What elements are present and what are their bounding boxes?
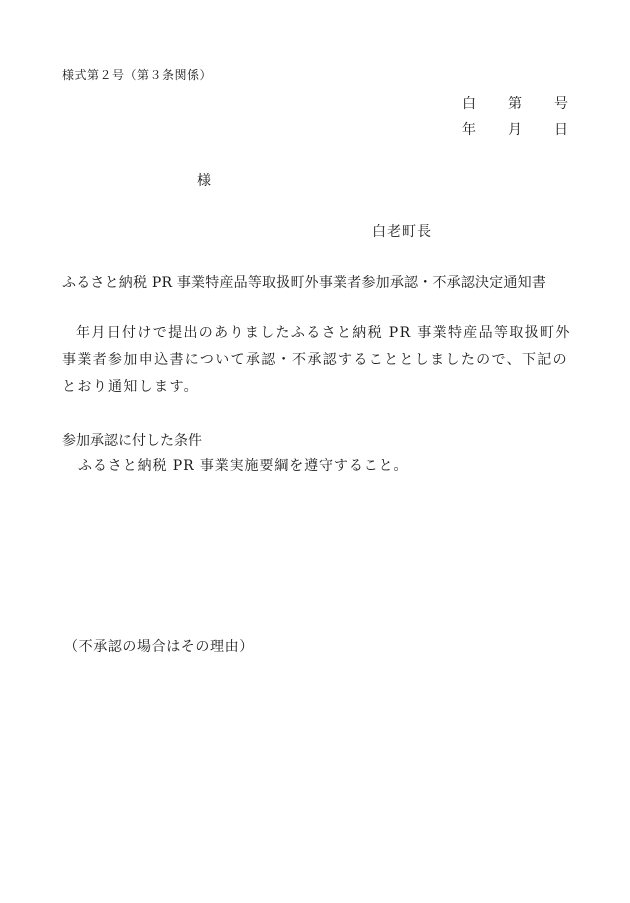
form-number: 様式第２号（第３条関係） (62, 68, 213, 82)
reference-prefix: 白 (462, 96, 476, 112)
date-month: 月 (508, 122, 522, 138)
reference-go: 号 (554, 96, 568, 112)
reason-heading: （不承認の場合はその理由） (64, 639, 254, 655)
body-paragraph: 年月日付けで提出のありましたふるさと納税 PR 事業特産品等取扱町外事業者参加申込書について承認・不承認することとしましたので、下記のとおり通知します。 (62, 325, 571, 395)
date-line (462, 119, 568, 139)
date-year: 年 (462, 122, 476, 138)
document-title: ふるさと納税 PR 事業特産品等取扱町外事業者参加承認・不承認決定通知書 (62, 275, 547, 291)
reference-dai: 第 (508, 96, 522, 112)
sender-name: 白老町長 (372, 224, 432, 240)
addressee-suffix: 様 (197, 173, 211, 189)
date-day: 日 (554, 122, 568, 138)
conditions-text: ふるさと納税 PR 事業実施要綱を遵守すること。 (78, 458, 409, 474)
conditions-heading: 参加承認に付した条件 (62, 433, 202, 449)
reference-number-line (462, 93, 568, 113)
